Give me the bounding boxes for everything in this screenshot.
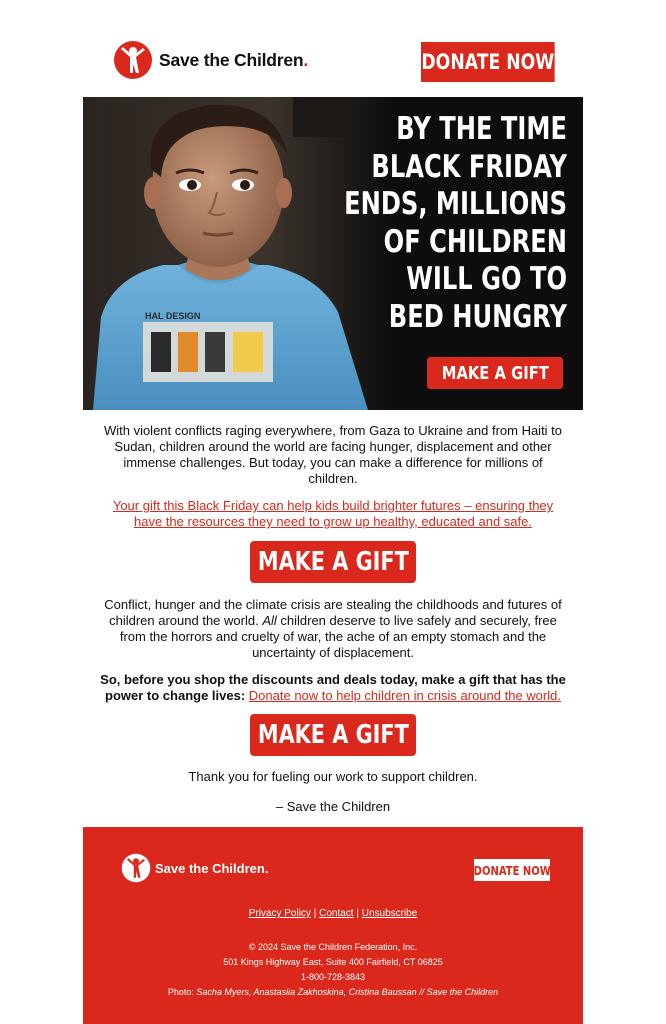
headline-line: BLACK FRIDAY xyxy=(371,148,567,185)
thanks-text: Thank you for fueling our work to support children. xyxy=(188,769,478,784)
shirt-print-text: HAL DESIGN xyxy=(145,311,201,321)
make-a-gift-button-2[interactable]: MAKE A GIFT xyxy=(250,714,416,756)
copyright-text: © 2024 Save the Children Federation, Inc. xyxy=(248,942,418,952)
footer-donate-now-button[interactable]: DONATE NOW xyxy=(474,859,550,881)
footer-logo[interactable] xyxy=(121,853,268,883)
gift-impact-link[interactable]: Your gift this Black Friday can help kids build brighter futures – ensuring they have the resources they need to grow up healthy, educated and safe. xyxy=(112,498,554,529)
photo-credit: Photo: Sacha Myers, Anastasiia Zakhoskina, Cristina Baussan // Save the Children xyxy=(167,987,499,997)
headline-line: BY THE TIME xyxy=(396,111,567,147)
contact-link[interactable]: Contact xyxy=(319,908,354,919)
headline-line: WILL GO TO xyxy=(406,261,567,297)
save-the-children-logo-icon xyxy=(121,853,151,883)
unsubscribe-link[interactable]: Unsubscribe xyxy=(361,908,418,919)
brand-logo[interactable] xyxy=(113,40,308,80)
footer-info xyxy=(83,940,583,1000)
crisis-text: children deserve to live safely and securely, free from the horrors and cruelty of war, the ache of an empty stomach and the uncertainty of displacement. xyxy=(119,613,557,660)
donate-now-button[interactable]: DONATE NOW xyxy=(421,42,555,82)
email-header xyxy=(83,32,583,96)
phone-text: 1-800-728-3843 xyxy=(300,972,366,982)
save-the-children-logo-icon xyxy=(113,40,153,80)
crisis-paragraph xyxy=(100,597,566,661)
privacy-policy-link[interactable]: Privacy Policy xyxy=(248,908,311,919)
headline-line: BED HUNGRY xyxy=(388,298,567,335)
make-a-gift-button-1[interactable]: MAKE A GIFT xyxy=(250,541,416,583)
hero-headline xyxy=(310,111,567,336)
shop-paragraph xyxy=(100,672,566,704)
crisis-text: Conflict, hunger and the climate crisis are stealing the childhoods and futures of children around the world. xyxy=(104,597,562,628)
intro-paragraph: With violent conflicts raging everywhere, from Gaza to Ukraine and from Haiti to Sudan, children around the world are facing hunger, displacement and other immense challenges. But today, you can make a difference for millions of children. xyxy=(103,423,563,486)
email-footer xyxy=(83,827,583,1024)
headline-line: ENDS, MILLIONS xyxy=(344,186,567,222)
brand-name: Save the Children. xyxy=(159,49,309,70)
hero-make-a-gift-button[interactable]: MAKE A GIFT xyxy=(427,357,563,389)
headline-line: OF CHILDREN xyxy=(383,223,567,260)
footer-links: Privacy Policy | Contact | Unsubscribe xyxy=(248,908,418,919)
hero-banner[interactable] xyxy=(83,97,583,410)
crisis-emphasis: All xyxy=(262,613,277,628)
footer-brand-name: Save the Children. xyxy=(155,860,269,876)
shop-text: So, before you shop the discounts and deals today, make a gift that has the power to change lives: xyxy=(100,672,566,703)
gift-impact-paragraph xyxy=(100,498,566,530)
donate-crisis-link[interactable]: Donate now to help children in crisis around the world. xyxy=(248,688,561,703)
address-text: 501 Kings Highway East, Suite 400 Fairfield, CT 06825 xyxy=(223,957,443,967)
signoff-text: – Save the Children xyxy=(275,799,391,814)
